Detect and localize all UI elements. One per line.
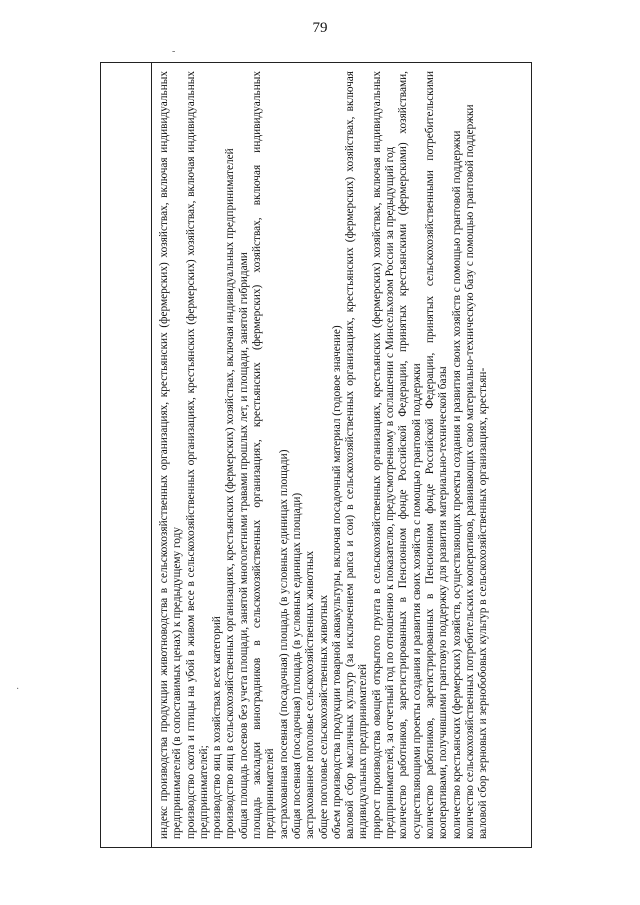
scan-speck: · [16, 684, 20, 695]
indicator-item: общая посевная (посадочная) площадь (в условных единицах площади) [290, 492, 303, 839]
indicator-item: количество сельскохозяйственных потребительских кооперативов, развивающих свою материально-техническую базу с помощью грантовой поддержки [463, 104, 476, 839]
indicator-item: общая площадь посевов без учета площади, занятой многолетними травами прошлых лет, и площади, занятой гибридами [237, 252, 250, 839]
indicator-item: количество работников, зарегистрированных в Пенсионном фонде Российской Федерации, принятых крестьянскими (фермерскими) хозяйствами, осуществляющими проекты создания и развития своих хозяйств с помощью грантовой поддержки [397, 71, 423, 839]
indicator-item: объем производства продукции товарной аквакультуры, включая посадочный материал (годовое значение) [330, 325, 343, 839]
indicator-item: производство яиц в хозяйствах всех категорий [211, 616, 224, 839]
indicator-item: количество крестьянских (фермерских) хозяйств, осуществляющих проекты создания и развития своих хозяйств с помощью грантовой поддержки [450, 130, 463, 839]
indicator-item: количество работников, зарегистрированных в Пенсионном фонде Российской Федерации, принятых сельскохозяйственными потребительскими кооперативами, получившими грантовую поддержку для развития материально-технической базы [423, 71, 450, 839]
indicator-item: индекс производства продукции животноводства в сельскохозяйственных организациях, крестьянских (фермерских) хозяйствах, включая индивидуальных предпринимателей (в сопоставимых ценах) к предыдущему году [158, 71, 184, 839]
indicator-item: застрахованное поголовье сельскохозяйственных животных [304, 550, 317, 839]
indicator-item: валовой сбор зерновых и зернобобовых культур в сельскохозяйственных организациях, крестьян- [477, 367, 490, 839]
indicators-table [100, 62, 532, 848]
column-divider [151, 63, 152, 847]
indicator-item: производство скота и птицы на убой в живом весе в сельскохозяйственных организациях, крестьянских (фермерских) хозяйствах, включая индивидуальных предпринимателей; [184, 71, 210, 839]
indicator-item: площадь закладки виноградников в сельскохозяйственных организациях, крестьянских (фермерских) хозяйствах, включая индивидуальных предпринимателей [251, 71, 277, 839]
indicator-item: застрахованная посевная (посадочная) площадь (в условных единицах площади) [277, 449, 290, 839]
scan-speck: - [172, 46, 176, 57]
indicators-cell [153, 63, 533, 847]
page-number: 79 [312, 20, 328, 36]
indicator-item: валовой сбор масличных культур (за исключением рапса и сои) в сельскохозяйственных организациях, крестьянских (фермерских) хозяйствах, включая индивидуальных предпринимателей [344, 71, 370, 839]
indicator-item: общее поголовье сельскохозяйственных животных [317, 594, 330, 839]
indicator-list [158, 71, 490, 839]
indicator-item: производство яиц в сельскохозяйственных организациях, крестьянских (фермерских) хозяйствах, включая индивидуальных предпринимателей [224, 148, 237, 839]
indicator-item: прирост производства овощей открытого грунта в сельскохозяйственных организациях, крестьянских (фермерских) хозяйствах, включая индивидуальных предпринимателей, за отчетный год по отношению к показателю, предусмотренному в соглашении с Минсельхозом России за предыдущий год [370, 71, 397, 839]
